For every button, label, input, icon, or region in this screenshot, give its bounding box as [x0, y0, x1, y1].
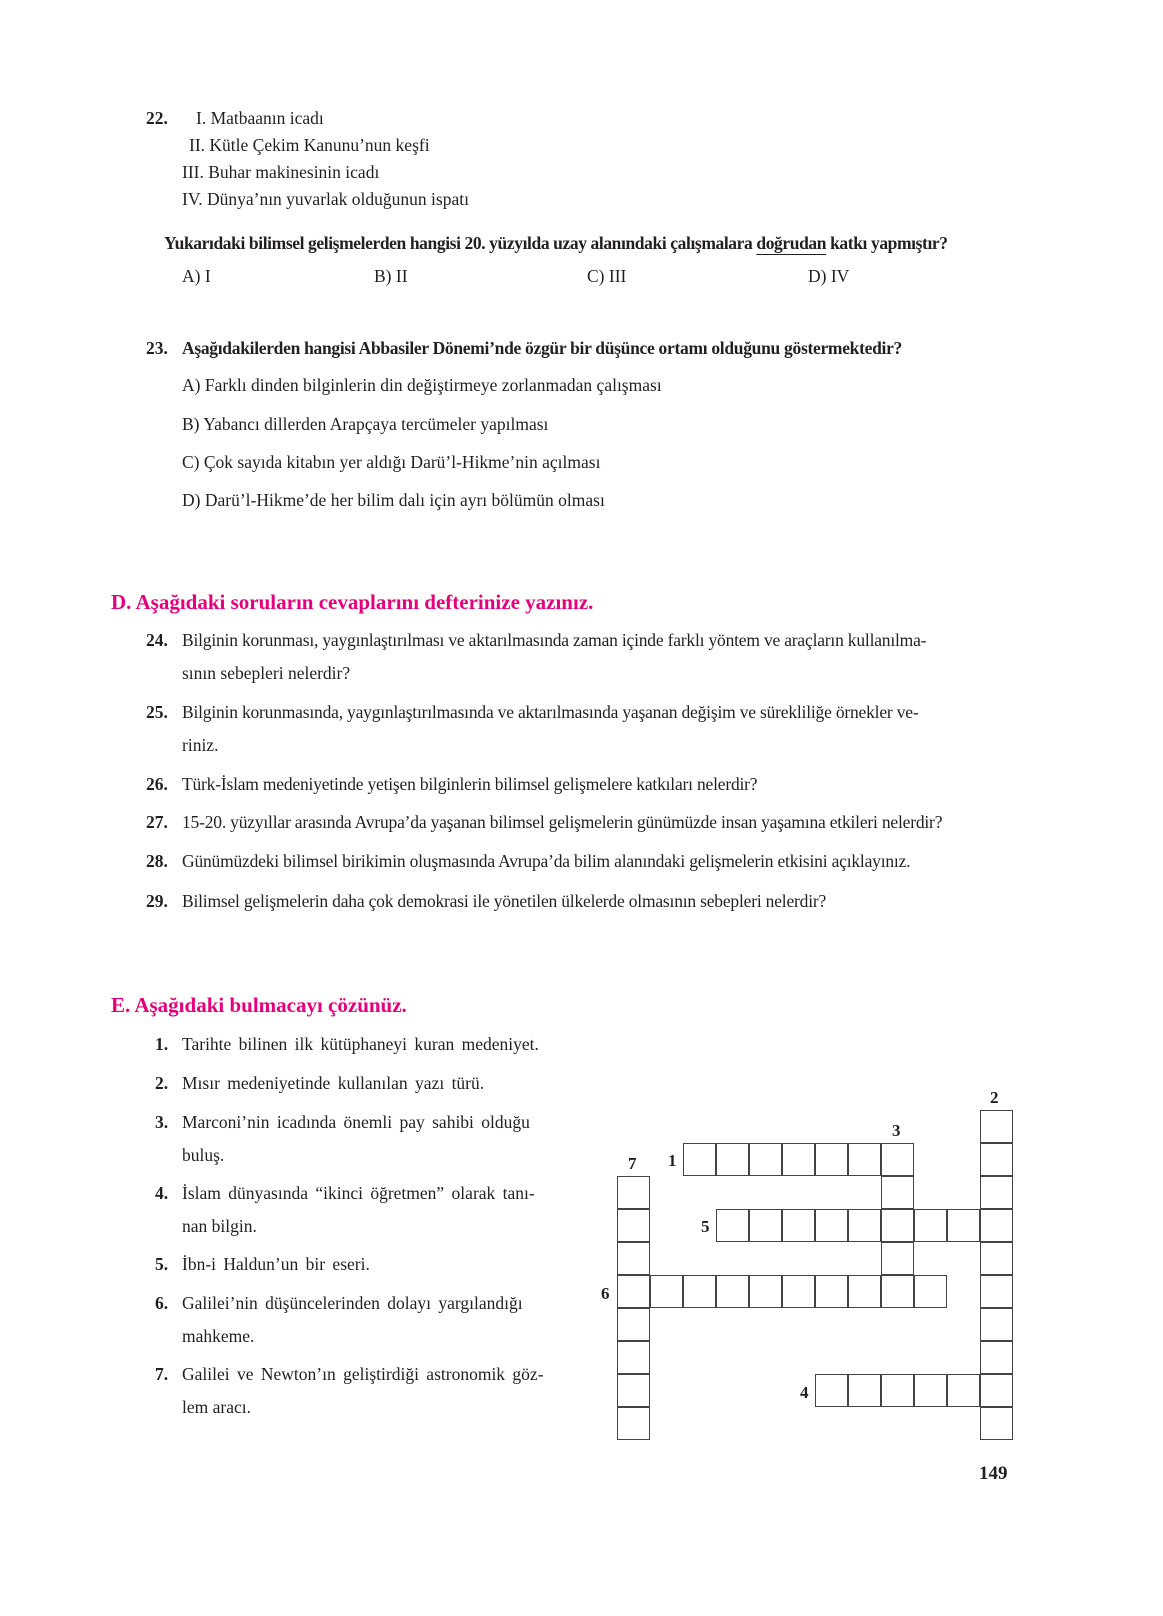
crossword-cell[interactable]	[947, 1209, 980, 1242]
q22-stem-text: Yukarıdaki bilimsel gelişmelerden hangisi 20. yüzyılda uzay alanındaki çalışmalara	[164, 233, 757, 253]
q23-option-a: A) Farklı dinden bilginlerin din değiştirmeye zorlanmadan çalışması	[182, 375, 662, 395]
q22-stem-underlined: doğrudan	[756, 233, 827, 253]
clue-text: İslam dünyasında “ikinci öğretmen” olarak tanı-	[182, 1183, 535, 1203]
crossword-cell[interactable]	[980, 1176, 1013, 1209]
clue-number: 7.	[155, 1364, 169, 1384]
crossword-clue-number: 7	[628, 1154, 637, 1173]
q23-option-c: C) Çok sayıda kitabın yer aldığı Darü’l-Hikme’nin açılması	[182, 452, 601, 472]
clue-text: Tarihte bilinen ilk kütüphaneyi kuran medeniyet.	[182, 1034, 539, 1054]
crossword-cell[interactable]	[980, 1242, 1013, 1275]
section-d-heading: D. Aşağıdaki soruların cevaplarını defterinize yazınız.	[111, 590, 594, 614]
question-text: Türk-İslam medeniyetinde yetişen bilginlerin bilimsel gelişmelere katkıları nelerdir?	[182, 774, 758, 794]
question-number: 29.	[146, 891, 168, 911]
clue-text: nan bilgin.	[182, 1216, 257, 1236]
crossword-cell[interactable]	[617, 1275, 650, 1308]
crossword-cell[interactable]	[881, 1209, 914, 1242]
question-number: 27.	[146, 812, 168, 832]
crossword-cell[interactable]	[848, 1209, 881, 1242]
crossword-cell[interactable]	[617, 1209, 650, 1242]
q23-option-d: D) Darü’l-Hikme’de her bilim dalı için ayrı bölümün olması	[182, 490, 605, 510]
question-number: 26.	[146, 774, 168, 794]
crossword-cell[interactable]	[617, 1176, 650, 1209]
crossword-cell[interactable]	[749, 1275, 782, 1308]
q22-item: II. Kütle Çekim Kanunu’nun keşfi	[189, 135, 430, 155]
q22-stem-text: katkı yapmıştır?	[826, 233, 948, 253]
crossword-cell[interactable]	[980, 1275, 1013, 1308]
crossword-cell[interactable]	[980, 1110, 1013, 1143]
crossword-cell[interactable]	[815, 1209, 848, 1242]
crossword-cell[interactable]	[782, 1275, 815, 1308]
crossword-cell[interactable]	[716, 1275, 749, 1308]
question-number: 24.	[146, 630, 168, 650]
question-text: Bilginin korunması, yaygınlaştırılması ve aktarılmasında zaman içinde farklı yöntem ve araçların kullanılma-	[182, 630, 927, 650]
q22-option-c: C) III	[587, 266, 627, 286]
crossword-cell[interactable]	[683, 1275, 716, 1308]
crossword-cell[interactable]	[980, 1143, 1013, 1176]
question-number: 25.	[146, 702, 168, 722]
crossword-cell[interactable]	[749, 1209, 782, 1242]
crossword-cell[interactable]	[947, 1374, 980, 1407]
clue-text: mahkeme.	[182, 1326, 255, 1346]
crossword-cell[interactable]	[848, 1374, 881, 1407]
crossword-cell[interactable]	[848, 1275, 881, 1308]
crossword-cell[interactable]	[716, 1209, 749, 1242]
q22-option-b: B) II	[374, 266, 408, 286]
crossword-cell[interactable]	[815, 1275, 848, 1308]
section-e-heading: E. Aşağıdaki bulmacayı çözünüz.	[111, 993, 407, 1017]
q22-number: 22.	[146, 108, 168, 128]
crossword-cell[interactable]	[881, 1143, 914, 1176]
q23-number: 23.	[146, 338, 168, 358]
crossword-cell[interactable]	[980, 1407, 1013, 1440]
crossword-clue-number: 1	[668, 1151, 677, 1170]
crossword-cell[interactable]	[980, 1308, 1013, 1341]
crossword-cell[interactable]	[815, 1143, 848, 1176]
crossword-clue-number: 5	[701, 1217, 710, 1236]
question-text: riniz.	[182, 735, 219, 755]
crossword-cell[interactable]	[617, 1407, 650, 1440]
question-text: Bilimsel gelişmelerin daha çok demokrasi ile yönetilen ülkelerde olmasının sebepleri nelerdir?	[182, 891, 827, 911]
crossword-cell[interactable]	[749, 1143, 782, 1176]
clue-text: Marconi’nin icadında önemli pay sahibi olduğu	[182, 1112, 530, 1132]
q22-item: III. Buhar makinesinin icadı	[182, 162, 380, 182]
crossword-cell[interactable]	[914, 1374, 947, 1407]
q22-option-a: A) I	[182, 266, 211, 286]
crossword-cell[interactable]	[881, 1242, 914, 1275]
clue-text: buluş.	[182, 1145, 225, 1165]
clue-number: 5.	[155, 1254, 169, 1274]
clue-number: 2.	[155, 1073, 169, 1093]
crossword-cell[interactable]	[881, 1374, 914, 1407]
page-number: 149	[979, 1463, 1008, 1484]
q23-stem: Aşağıdakilerden hangisi Abbasiler Dönemi’nde özgür bir düşünce ortamı olduğunu göstermektedir?	[182, 338, 903, 358]
q22-item: IV. Dünya’nın yuvarlak olduğunun ispatı	[182, 189, 469, 209]
crossword-cell[interactable]	[617, 1341, 650, 1374]
crossword-cell[interactable]	[617, 1374, 650, 1407]
clue-text: lem aracı.	[182, 1397, 251, 1417]
question-text: Günümüzdeki bilimsel birikimin oluşmasında Avrupa’da bilim alanındaki gelişmelerin etkisini açıklayınız.	[182, 851, 911, 871]
crossword-cell[interactable]	[980, 1374, 1013, 1407]
crossword-cell[interactable]	[782, 1143, 815, 1176]
crossword-clue-number: 3	[892, 1121, 901, 1140]
crossword-cell[interactable]	[980, 1341, 1013, 1374]
crossword-cell[interactable]	[881, 1176, 914, 1209]
clue-number: 1.	[155, 1034, 169, 1054]
crossword-clue-number: 4	[800, 1383, 809, 1402]
question-text: Bilginin korunmasında, yaygınlaştırılmasında ve aktarılmasında yaşanan değişim ve sürekliliğe örnekler ve-	[182, 702, 919, 722]
clue-text: Mısır medeniyetinde kullanılan yazı türü.	[182, 1073, 485, 1093]
clue-number: 4.	[155, 1183, 169, 1203]
q22-option-d: D) IV	[808, 266, 850, 286]
crossword-cell[interactable]	[617, 1242, 650, 1275]
crossword-cell[interactable]	[650, 1275, 683, 1308]
question-text: sının sebepleri nelerdir?	[182, 663, 351, 683]
question-text: 15-20. yüzyıllar arasında Avrupa’da yaşanan bilimsel gelişmelerin günümüzde insan yaşamına etkileri nelerdir?	[182, 812, 943, 832]
crossword-cell[interactable]	[617, 1308, 650, 1341]
clue-text: Galilei’nin düşüncelerinden dolayı yargılandığı	[182, 1293, 523, 1313]
q22-stem	[164, 233, 948, 254]
crossword-cell[interactable]	[914, 1209, 947, 1242]
question-number: 28.	[146, 851, 168, 871]
crossword-cell[interactable]	[716, 1143, 749, 1176]
q22-item: I. Matbaanın icadı	[196, 108, 324, 128]
crossword-cell[interactable]	[914, 1275, 947, 1308]
q23-option-b: B) Yabancı dillerden Arapçaya tercümeler yapılması	[182, 414, 549, 434]
crossword-clue-number: 2	[990, 1088, 999, 1107]
crossword-cell[interactable]	[683, 1143, 716, 1176]
clue-text: İbn-i Haldun’un bir eseri.	[182, 1254, 370, 1274]
crossword-cell[interactable]	[782, 1209, 815, 1242]
crossword-cell[interactable]	[848, 1143, 881, 1176]
crossword-cell[interactable]	[980, 1209, 1013, 1242]
crossword-clue-number: 6	[601, 1284, 610, 1303]
clue-number: 3.	[155, 1112, 169, 1132]
clue-number: 6.	[155, 1293, 169, 1313]
clue-text: Galilei ve Newton’ın geliştirdiği astronomik göz-	[182, 1364, 544, 1384]
crossword-cell[interactable]	[815, 1374, 848, 1407]
crossword-cell[interactable]	[881, 1275, 914, 1308]
